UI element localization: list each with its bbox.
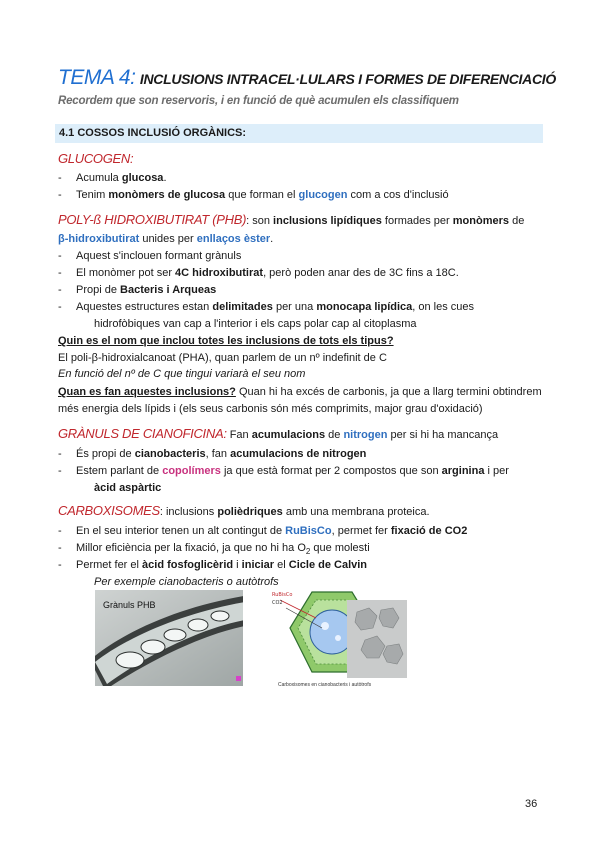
section-title: 4.1 COSSOS INCLUSIÓ ORGÀNICS:	[59, 127, 247, 139]
question-1: Quin es el nom que inclou totes les inclusions de tots els tipus?	[58, 335, 394, 347]
answer-1: El poli-β-hidroxialcanoat (PHA), quan parlem de un nº indefinit de C	[58, 352, 387, 364]
list-item: - El monòmer pot ser 4C hidroxibutirat, però poden anar des de 3C fins a 18C.	[76, 266, 459, 280]
page-subtitle: Recordem que son reservoris, i en funció de què acumulen els classifiquem	[58, 95, 459, 107]
list-item: - Aquestes estructures estan delimitades per una monocapa lipídica, on les cues	[76, 300, 474, 314]
diagram-caption: Carboxisomes en cianobacteris i autòtrofs	[278, 682, 372, 688]
list-item: - És propi de cianobacteris, fan acumulacions de nitrogen	[76, 447, 366, 461]
list-item: - Acumula glucosa.	[76, 171, 167, 185]
example-note: Per exemple cianobacteris o autòtrofs	[94, 576, 279, 588]
question-2: Quan es fan aquestes inclusions? Quan hi ha excés de carbonis, ja que a llarg termini obtindrem	[58, 386, 542, 398]
page-title	[58, 66, 556, 90]
list-item: - Permet fer el àcid fosfoglicèrid i iniciar el Cicle de Calvin	[76, 558, 367, 572]
svg-text:CO2: CO2	[272, 600, 283, 606]
phb-line-2: β-hidroxibutirat unides per enllaços èster.	[58, 233, 274, 245]
list-item: - Aquest s'inclouen formant grànuls	[76, 249, 241, 263]
figure-label: Grànuls PHB	[103, 600, 156, 610]
answer-2: més energia dels lípids i (els seus carbonis són més comprimits, major grau d'oxidació)	[58, 403, 483, 415]
cianoficina-heading: GRÀNULS DE CIANOFICINA: Fan acumulacions de nitrogen per si hi ha mancança	[58, 426, 499, 441]
answer-1-note: En funció del nº de C que tingui variarà el seu nom	[58, 368, 306, 380]
carboxisomes-heading: CARBOXISOMES: inclusions polièdriques amb una membrana proteica.	[58, 503, 430, 518]
glucogen-heading: GLUCOGEN:	[58, 151, 134, 166]
carboxisome-micrograph	[347, 600, 407, 678]
page-number: 36	[525, 798, 538, 810]
list-item: - Estem parlant de copolímers ja que està format per 2 compostos que son arginina i per	[76, 464, 509, 478]
title-tema: TEMA 4:	[58, 66, 136, 89]
list-item-continuation: hidrofòbiques van cap a l'interior i els caps polar cap al citoplasma	[94, 318, 417, 330]
list-item: - Propi de Bacteris i Arqueas	[76, 283, 216, 297]
list-item: - En el seu interior tenen un alt contingut de RuBisCo, permet fer fixació de CO2	[76, 524, 467, 538]
svg-text:RuBisCo: RuBisCo	[272, 592, 293, 598]
phb-micrograph	[95, 590, 243, 686]
list-item: - Tenim monòmers de glucosa que forman el glucogen com a cos d'inclusió	[76, 188, 449, 202]
title-text: INCLUSIONS INTRACEL·LULARS I FORMES DE DIFERENCIACIÓ	[139, 71, 556, 87]
phb-heading: POLY-ß HIDROXIBUTIRAT (PHB): son inclusions lipídiques formades per monòmers de	[58, 212, 525, 227]
list-item: - Millor eficiència per la fixació, ja que no hi ha $O_2$ que molesti	[76, 541, 370, 559]
list-item-continuation: àcid aspàrtic	[94, 482, 162, 494]
section-header	[55, 124, 543, 143]
